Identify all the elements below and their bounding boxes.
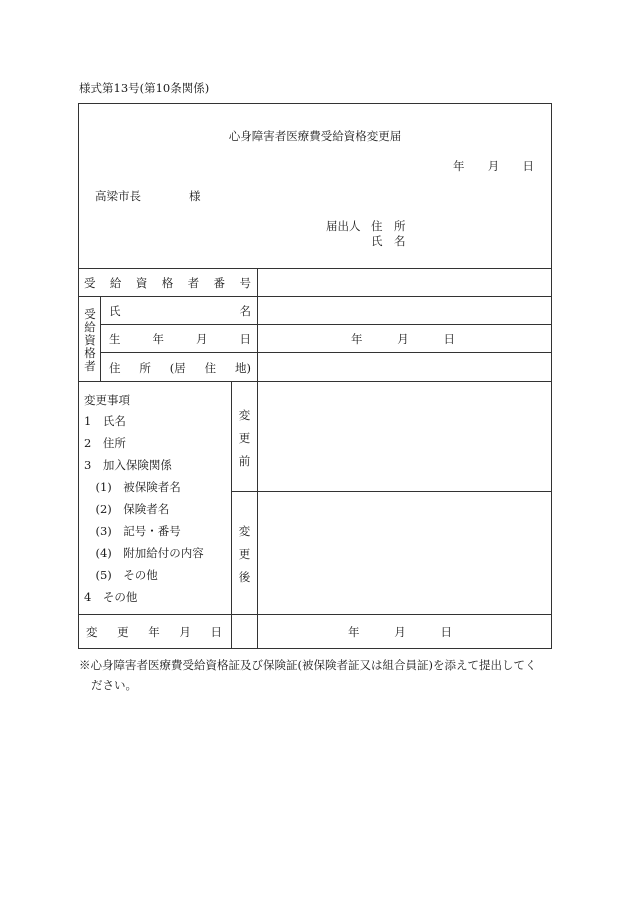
recipient-group-label: 受 給 資 格 者 (84, 307, 96, 373)
change-item: 4 その他 (84, 590, 138, 604)
applicant-address-label: 住 所 (371, 219, 406, 233)
table-border-left (78, 103, 79, 648)
change-item: 2 住所 (84, 436, 126, 450)
applicant-label: 届出人 (326, 219, 361, 233)
year-label: 年 (453, 159, 465, 173)
recipient-address-field[interactable] (258, 353, 551, 381)
change-items-title: 変更事項 (84, 393, 130, 407)
change-item: 1 氏名 (84, 414, 126, 428)
change-item: (2) 保険者名 (84, 502, 170, 516)
change-date-field[interactable]: 年 月 日 (348, 625, 452, 639)
change-item: (3) 記号・番号 (84, 524, 181, 538)
change-item: (5) その他 (84, 568, 158, 582)
month-label: 月 (487, 159, 500, 173)
table-rule (100, 296, 101, 381)
change-item: (4) 附加給付の内容 (84, 546, 204, 560)
day-label: 日 (522, 159, 534, 173)
after-change-label: 変 更 後 (238, 524, 251, 584)
recipient-name-field[interactable] (258, 297, 551, 324)
recipient-number-label: 受 給 資 格 者 番 号 (84, 276, 251, 290)
table-rule (100, 324, 552, 325)
change-items-list (84, 410, 204, 608)
name-label: 氏 名 (109, 304, 251, 318)
birthdate-label: 生 年 月 日 (109, 332, 251, 346)
change-item: (1) 被保険者名 (84, 480, 181, 494)
footnote-line-2: ださい。 (91, 678, 137, 692)
table-border-right (551, 103, 552, 648)
birthdate-field[interactable]: 年 月 日 (351, 332, 455, 346)
table-border-bottom (78, 648, 552, 649)
before-change-label: 変 更 前 (238, 408, 251, 468)
table-rule (78, 614, 552, 615)
table-border-top (78, 103, 552, 104)
addressee-name: 高梁市長 (95, 189, 141, 203)
addressee-honorific: 様 (189, 189, 201, 203)
applicant-name-label: 氏 名 (371, 234, 406, 248)
change-date-label: 変 更 年 月 日 (86, 625, 222, 639)
address-label: 住 所 (居 住 地) (109, 361, 251, 375)
footnote-line-1: ※心身障害者医療費受給資格証及び保険証(被保険者証又は組合員証)を添えて提出してく (79, 658, 537, 672)
submission-date (453, 158, 534, 174)
recipient-number-field[interactable] (258, 269, 551, 296)
before-change-field[interactable] (258, 382, 551, 491)
form-title: 心身障害者医療費受給資格変更届 (228, 129, 402, 143)
change-item: 3 加入保険関係 (84, 458, 172, 472)
form-number: 様式第13号(第10条関係) (79, 81, 210, 95)
after-change-field[interactable] (258, 492, 551, 614)
